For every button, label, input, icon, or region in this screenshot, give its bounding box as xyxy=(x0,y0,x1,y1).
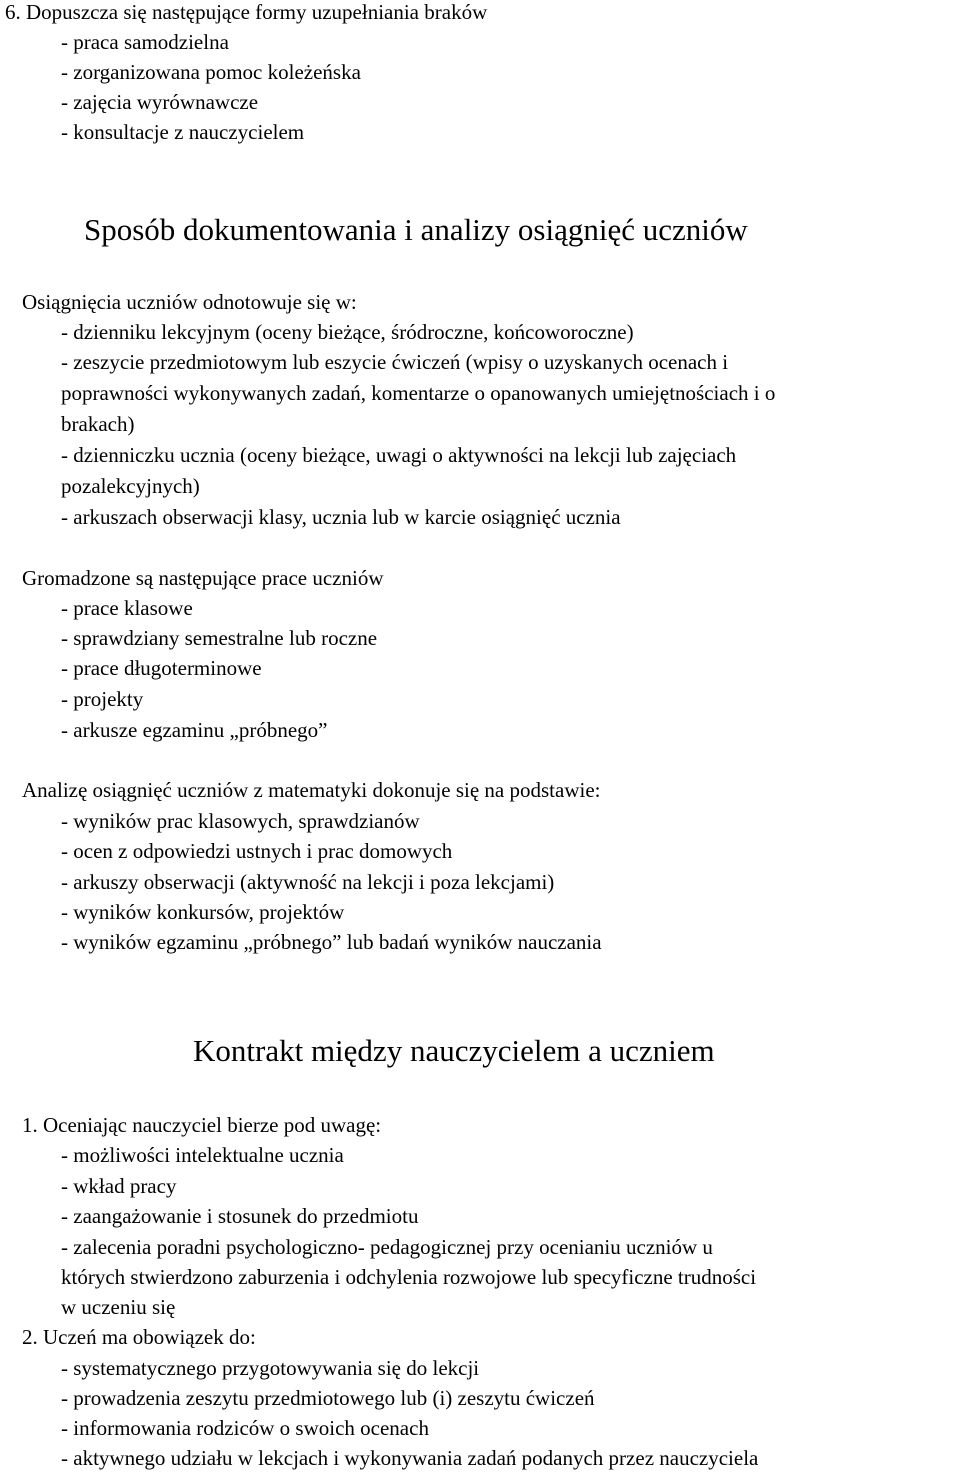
analysis-line: - ocen z odpowiedzi ustnych i prac domowych xyxy=(61,839,453,863)
achievements-intro: Osiągnięcia uczniów odnotowuje się w: xyxy=(22,290,357,314)
point1-line: - zalecenia poradni psychologiczno- pedagogicznej przy ocenianiu uczniów u xyxy=(61,1235,713,1259)
point1-line: - możliwości intelektualne ucznia xyxy=(61,1143,344,1167)
point2-line: - aktywnego udziału w lekcjach i wykonywania zadań podanych przez nauczyciela xyxy=(61,1446,759,1470)
achievements-line: poprawności wykonywanych zadań, komentarze o opanowanych umiejętnościach i o xyxy=(61,381,776,405)
achievements-line: - dzienniczku ucznia (oceny bieżące, uwagi o aktywności na lekcji lub zajęciach xyxy=(61,443,737,467)
collected-intro: Gromadzone są następujące prace uczniów xyxy=(22,566,384,590)
point1-intro: 1. Oceniając nauczyciel bierze pod uwagę: xyxy=(22,1113,382,1137)
analysis-line: - wyników prac klasowych, sprawdzianów xyxy=(61,809,420,833)
collected-line: - arkusze egzaminu „próbnego” xyxy=(61,718,328,742)
section6-title: 6. Dopuszcza się następujące formy uzupełniania braków xyxy=(5,0,488,24)
collected-line: - prace klasowe xyxy=(61,596,193,620)
section6-item: - zorganizowana pomoc koleżeńska xyxy=(61,60,361,84)
achievements-line: - dzienniku lekcyjnym (oceny bieżące, śródroczne, końcoworoczne) xyxy=(61,320,634,344)
point2-line: - systematycznego przygotowywania się do lekcji xyxy=(61,1356,480,1380)
section6-item: - praca samodzielna xyxy=(61,30,229,54)
collected-line: - sprawdziany semestralne lub roczne xyxy=(61,626,378,650)
point1-line: - wkład pracy xyxy=(61,1174,177,1198)
analysis-line: - wyników konkursów, projektów xyxy=(61,900,345,924)
analysis-line: - wyników egzaminu „próbnego” lub badań wyników nauczania xyxy=(61,930,602,954)
point1-line: w uczeniu się xyxy=(61,1295,176,1319)
achievements-line: - arkuszach obserwacji klasy, ucznia lub w karcie osiągnięć ucznia xyxy=(61,505,621,529)
achievements-line: - zeszycie przedmiotowym lub eszycie ćwiczeń (wpisy o uzyskanych ocenach i xyxy=(61,350,729,374)
point1-line: - zaangażowanie i stosunek do przedmiotu xyxy=(61,1204,419,1228)
point2-line: - informowania rodziców o swoich ocenach xyxy=(61,1416,429,1440)
documentation-heading: Sposób dokumentowania i analizy osiągnięć uczniów xyxy=(84,212,748,247)
contract-heading: Kontrakt między nauczycielem a uczniem xyxy=(193,1033,715,1068)
point1-line: których stwierdzono zaburzenia i odchylenia rozwojowe lub specyficzne trudności xyxy=(61,1265,757,1289)
analysis-line: - arkuszy obserwacji (aktywność na lekcji i poza lekcjami) xyxy=(61,870,555,894)
achievements-line: pozalekcyjnych) xyxy=(61,474,200,498)
collected-line: - prace długoterminowe xyxy=(61,656,262,680)
section6-item: - zajęcia wyrównawcze xyxy=(61,90,259,114)
collected-line: - projekty xyxy=(61,687,144,711)
analysis-intro: Analizę osiągnięć uczniów z matematyki dokonuje się na podstawie: xyxy=(22,778,601,802)
section6-item: - konsultacje z nauczycielem xyxy=(61,120,305,144)
point2-line: - prowadzenia zeszytu przedmiotowego lub (i) zeszytu ćwiczeń xyxy=(61,1386,595,1410)
achievements-line: brakach) xyxy=(61,412,135,436)
point2-intro: 2. Uczeń ma obowiązek do: xyxy=(22,1325,256,1349)
